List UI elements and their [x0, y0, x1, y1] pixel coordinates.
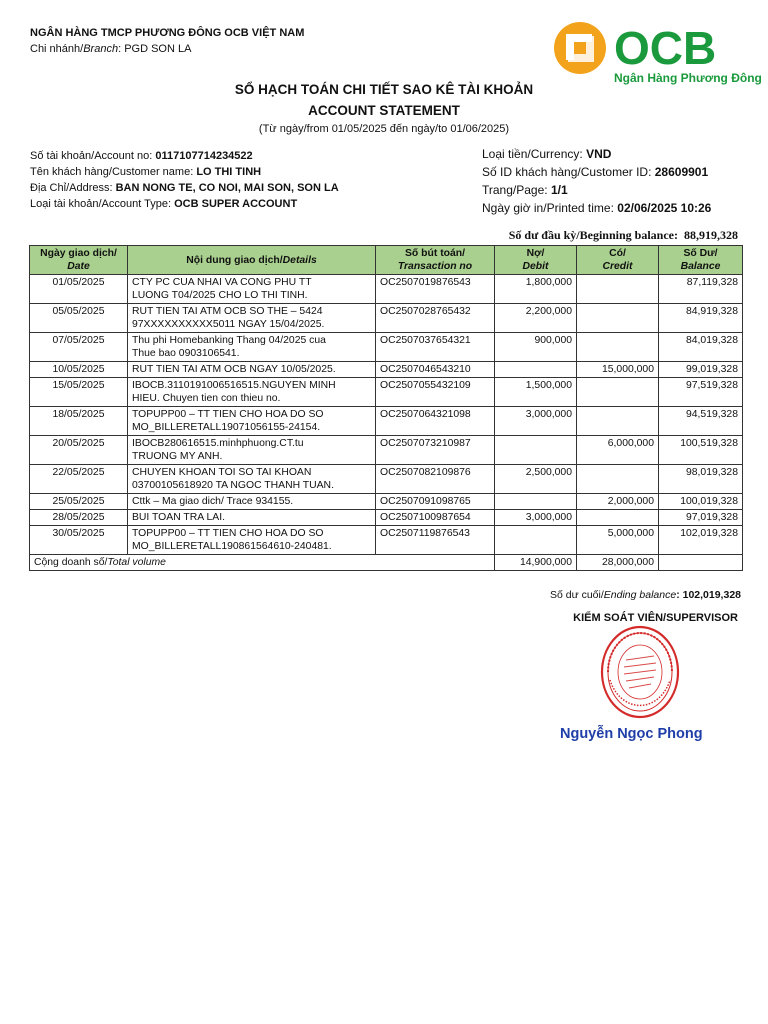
table-row	[30, 465, 743, 494]
cell-details	[128, 510, 376, 526]
printed-time-value: 02/06/2025 10:26	[617, 201, 712, 215]
customer-name-line	[30, 164, 339, 180]
cell-credit: 2,000,000	[577, 494, 659, 510]
cell-details	[128, 494, 376, 510]
address-label: Địa Chỉ/Address:	[30, 182, 116, 194]
cell-date: 30/05/2025	[30, 526, 128, 555]
cell-transaction-no: OC2507055432109	[376, 378, 495, 407]
cell-debit	[495, 494, 577, 510]
cell-credit: 5,000,000	[577, 526, 659, 555]
transactions-table	[29, 245, 743, 571]
address-line	[30, 180, 339, 196]
cell-date: 18/05/2025	[30, 407, 128, 436]
cell-details	[128, 465, 376, 494]
cell-credit	[577, 304, 659, 333]
header-date: Ngày giao dịch/ Date	[30, 246, 128, 275]
detail-line: MO_BILLERETALL19071056155-24154.	[132, 422, 321, 433]
cell-debit	[495, 362, 577, 378]
cell-transaction-no: OC2507100987654	[376, 510, 495, 526]
header-debit: Nợ/ Debit	[495, 246, 577, 275]
cell-credit	[577, 333, 659, 362]
cell-debit: 1,800,000	[495, 275, 577, 304]
cell-debit: 3,000,000	[495, 407, 577, 436]
detail-line: BUI TOAN TRA LAI.	[132, 512, 225, 523]
beginning-balance-value: 88,919,328	[684, 228, 738, 242]
statement-period: (Từ ngày/from 01/05/2025 đến ngày/to 01/06/2025)	[258, 123, 510, 135]
cell-credit	[577, 378, 659, 407]
cell-transaction-no: OC2507028765432	[376, 304, 495, 333]
supervisor-title: KIỂM SOÁT VIÊN/SUPERVISOR	[573, 612, 738, 624]
customer-id-line	[482, 163, 711, 181]
cell-details	[128, 275, 376, 304]
ending-balance-value: : 102,019,328	[676, 589, 741, 601]
cell-date: 05/05/2025	[30, 304, 128, 333]
cell-balance: 100,019,328	[659, 494, 743, 510]
cell-credit	[577, 510, 659, 526]
cell-date: 07/05/2025	[30, 333, 128, 362]
cell-balance: 94,519,328	[659, 407, 743, 436]
cell-balance: 97,019,328	[659, 510, 743, 526]
cell-balance: 98,019,328	[659, 465, 743, 494]
account-info	[30, 148, 339, 212]
cell-details	[128, 526, 376, 555]
transactions-body	[30, 275, 743, 555]
customer-name-label: Tên khách hàng/Customer name:	[30, 166, 197, 178]
statement-title-en: ACCOUNT STATEMENT	[308, 103, 460, 118]
cell-details	[128, 407, 376, 436]
table-row	[30, 494, 743, 510]
detail-line: TRUONG MY ANH.	[132, 451, 223, 462]
branch-line	[30, 43, 191, 55]
cell-details	[128, 362, 376, 378]
detail-line: LUONG T04/2025 CHO LO THI TINH.	[132, 290, 308, 301]
total-row	[30, 555, 743, 571]
detail-line: IBOCB.3110191006516515.NGUYEN MINH	[132, 380, 336, 391]
ocb-logo	[552, 20, 762, 86]
cell-debit	[495, 436, 577, 465]
detail-line: 03700105618920 TA NGOC THANH TUAN.	[132, 480, 334, 491]
cell-debit: 900,000	[495, 333, 577, 362]
account-type-value: OCB SUPER ACCOUNT	[174, 198, 298, 210]
account-no-label: Số tài khoản/Account no:	[30, 150, 156, 162]
table-header-row	[30, 246, 743, 275]
cell-details	[128, 304, 376, 333]
detail-line: RUT TIEN TAI ATM OCB NGAY 10/05/2025.	[132, 364, 336, 375]
detail-line: 97XXXXXXXXXX5011 NGAY 15/04/2025.	[132, 319, 325, 330]
address-value: BAN NONG TE, CO NOI, MAI SON, SON LA	[115, 182, 339, 194]
currency-label: Loại tiền/Currency:	[482, 147, 587, 161]
cell-transaction-no: OC2507119876543	[376, 526, 495, 555]
cell-date: 01/05/2025	[30, 275, 128, 304]
customer-id-value: 28609901	[654, 165, 709, 179]
total-label: Cộng doanh số/Total volume	[30, 555, 495, 571]
table-row	[30, 362, 743, 378]
table-row	[30, 275, 743, 304]
table-row	[30, 407, 743, 436]
cell-debit	[495, 526, 577, 555]
table-row	[30, 510, 743, 526]
cell-credit	[577, 407, 659, 436]
detail-line: CTY PC CUA NHAI VA CONG PHU TT	[132, 277, 312, 288]
detail-line: Thu phi Homebanking Thang 04/2025 cua	[132, 335, 326, 346]
table-row	[30, 436, 743, 465]
bank-stamp-icon	[598, 622, 682, 722]
total-debit: 14,900,000	[495, 555, 577, 571]
customer-id-label: Số ID khách hàng/Customer ID:	[482, 165, 655, 179]
printed-time-label: Ngày giờ in/Printed time:	[482, 201, 618, 215]
customer-name-value: LO THI TINH	[196, 166, 262, 178]
ocb-logo-mark-icon	[554, 22, 606, 74]
table-row	[30, 333, 743, 362]
cell-transaction-no: OC2507073210987	[376, 436, 495, 465]
cell-date: 22/05/2025	[30, 465, 128, 494]
table-row	[30, 304, 743, 333]
cell-transaction-no: OC2507064321098	[376, 407, 495, 436]
branch-label-vi: Chi nhánh/	[30, 43, 84, 55]
header-balance: Số Dư/ Balance	[659, 246, 743, 275]
cell-balance: 87,119,328	[659, 275, 743, 304]
detail-line: TOPUPP00 – TT TIEN CHO HOA DO SO	[132, 528, 324, 539]
ending-balance	[550, 589, 741, 601]
detail-line: RUT TIEN TAI ATM OCB SO THE – 5424	[132, 306, 323, 317]
account-type-label: Loại tài khoản/Account Type:	[30, 198, 175, 210]
cell-transaction-no: OC2507037654321	[376, 333, 495, 362]
cell-details	[128, 378, 376, 407]
total-credit: 28,000,000	[577, 555, 659, 571]
branch-label-en: Branch	[83, 43, 119, 55]
ocb-logo-tagline: Ngân Hàng Phương Đông	[614, 71, 762, 85]
detail-line: CHUYEN KHOAN TOI SO TAI KHOAN	[132, 467, 312, 478]
cell-date: 25/05/2025	[30, 494, 128, 510]
table-row	[30, 526, 743, 555]
cell-transaction-no: OC2507091098765	[376, 494, 495, 510]
cell-credit	[577, 465, 659, 494]
cell-balance: 99,019,328	[659, 362, 743, 378]
supervisor-name: Nguyễn Ngọc Phong	[560, 726, 703, 742]
cell-transaction-no: OC2507019876543	[376, 275, 495, 304]
detail-line: TOPUPP00 – TT TIEN CHO HOA DO SO	[132, 409, 324, 420]
cell-credit: 6,000,000	[577, 436, 659, 465]
total-balance-empty	[659, 555, 743, 571]
cell-date: 15/05/2025	[30, 378, 128, 407]
cell-date: 20/05/2025	[30, 436, 128, 465]
cell-details	[128, 333, 376, 362]
cell-debit: 1,500,000	[495, 378, 577, 407]
detail-line: Cttk – Ma giao dich/ Trace 934155.	[132, 496, 294, 507]
statement-title-vi: SỔ HẠCH TOÁN CHI TIẾT SAO KÊ TÀI KHOẢN	[234, 82, 534, 97]
cell-balance: 97,519,328	[659, 378, 743, 407]
detail-line: HIEU. Chuyen tien con thieu no.	[132, 393, 281, 404]
cell-credit	[577, 275, 659, 304]
cell-transaction-no: OC2507046543210	[376, 362, 495, 378]
cell-date: 10/05/2025	[30, 362, 128, 378]
header-transaction-no: Số bút toán/ Transaction no	[376, 246, 495, 275]
account-no-line	[30, 148, 339, 164]
ending-balance-label: Số dư cuối/	[550, 589, 604, 601]
cell-debit: 3,000,000	[495, 510, 577, 526]
detail-line: IBOCB280616515.minhphuong.CT.tu	[132, 438, 304, 449]
cell-details	[128, 436, 376, 465]
ending-balance-label-en: Ending balance	[603, 589, 677, 601]
currency-value: VND	[586, 147, 612, 161]
bank-name: NGÂN HÀNG TMCP PHƯƠNG ĐÔNG OCB VIỆT NAM	[30, 27, 305, 39]
cell-debit: 2,500,000	[495, 465, 577, 494]
table-row	[30, 378, 743, 407]
branch-value: : PGD SON LA	[118, 43, 192, 55]
page-line	[482, 181, 711, 199]
page-value: 1/1	[550, 183, 568, 197]
cell-balance: 102,019,328	[659, 526, 743, 555]
header-credit: Có/ Credit	[577, 246, 659, 275]
statement-meta	[482, 145, 711, 217]
beginning-balance-label: Số dư đầu kỳ/Beginning balance:	[508, 228, 678, 242]
account-no-value: 0117107714234522	[155, 150, 253, 162]
detail-line: Thue bao 0903106541.	[132, 348, 240, 359]
cell-balance: 84,919,328	[659, 304, 743, 333]
page-label: Trang/Page:	[482, 183, 551, 197]
account-type-line	[30, 196, 339, 212]
beginning-balance	[509, 228, 738, 243]
cell-debit: 2,200,000	[495, 304, 577, 333]
detail-line: MO_BILLERETALL190861564610-240481.	[132, 541, 332, 552]
printed-time-line	[482, 199, 711, 217]
currency-line	[482, 145, 711, 163]
ocb-logo-wordmark: OCB	[614, 22, 717, 74]
cell-transaction-no: OC2507082109876	[376, 465, 495, 494]
cell-credit: 15,000,000	[577, 362, 659, 378]
header-details: Nội dung giao dịch/Details	[128, 246, 376, 275]
cell-date: 28/05/2025	[30, 510, 128, 526]
cell-balance: 100,519,328	[659, 436, 743, 465]
cell-balance: 84,019,328	[659, 333, 743, 362]
